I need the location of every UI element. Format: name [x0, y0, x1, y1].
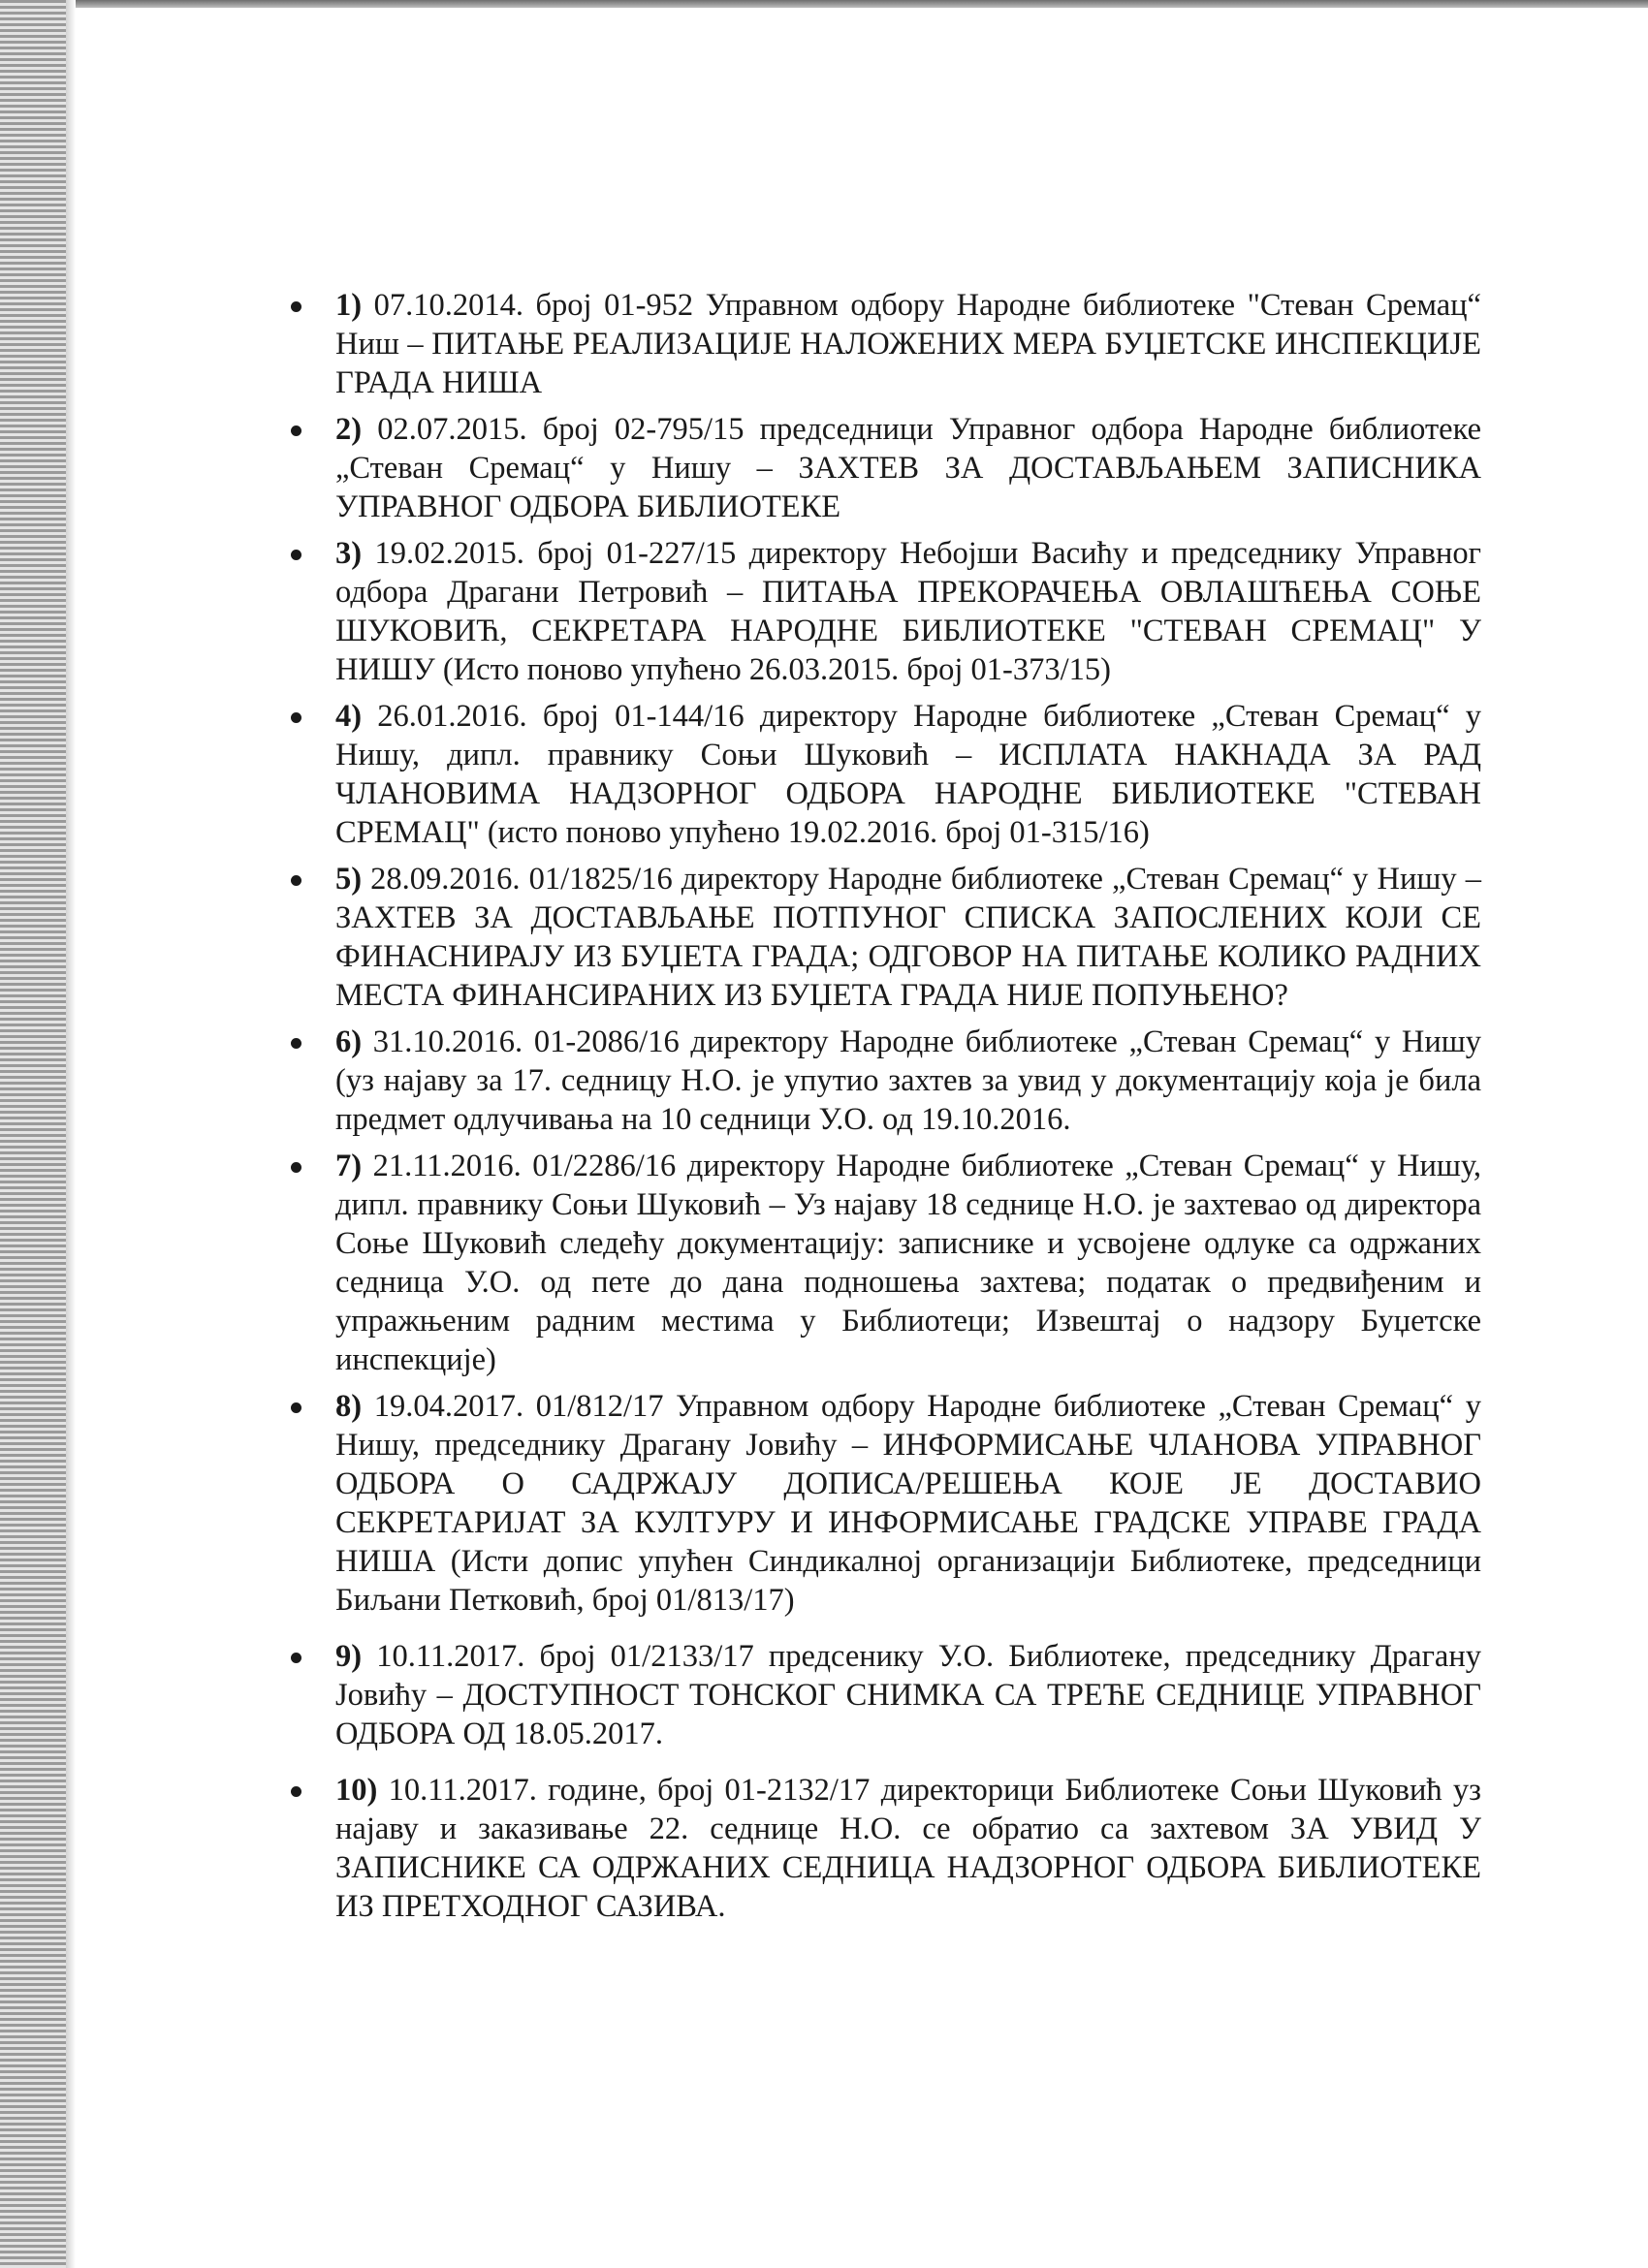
list-item [281, 860, 1481, 1015]
bullet-icon [291, 712, 301, 723]
item-text: 10.11.2017. број 01/2133/17 предсенику У.О. Библиотеке, председнику Драгану Јовићу – ДОСТУПНОСТ ТОНСКОГ СНИМКА СА ТРЕЋЕ СЕДНИЦЕ УПРАВНОГ ОДБОРА ОД 18.05.2017. [335, 1639, 1481, 1751]
item-text: 10.11.2017. године, број 01-2132/17 директорици Библиотеке Соњи Шуковић уз најаву и заказивање 22. седнице Н.О. се обратио са захтевом ЗА УВИД У ЗАПИСНИКЕ СА ОДРЖАНИХ СЕДНИЦА НАДЗОРНОГ ОДБОРА БИБЛИОТЕКЕ ИЗ ПРЕТХОДНОГ САЗИВА. [335, 1773, 1482, 1924]
item-text: 07.10.2014. број 01-952 Управном одбору Народне библиотеке "Стеван Сремац“ Ниш – ПИТАЊЕ РЕАЛИЗАЦИЈЕ НАЛОЖЕНИХ МЕРА БУЏЕТСКЕ ИНСПЕКЦИЈЕ ГРАДА НИША [335, 288, 1481, 400]
item-text: 19.04.2017. 01/812/17 Управном одбору Народне библиотеке „Стеван Сремац“ у Нишу, председнику Драгану Јовићу – ИНФОРМИСАЊЕ ЧЛАНОВА УПРАВНОГ ОДБОРА О САДРЖАЈУ ДОПИСА/РЕШЕЊА КОЈЕ ЈЕ ДОСТАВИО СЕКРЕТАРИЈАТ ЗА КУЛТУРУ И ИНФОРМИСАЊЕ ГРАДСКЕ УПРАВЕ ГРАДА НИША (Исти допис упућен Синдикалној организацији Библиотеке, председници Биљани Петковић, број 01/813/17) [335, 1389, 1481, 1618]
item-number: 7) [335, 1149, 363, 1183]
list-item [281, 1387, 1481, 1620]
scan-top-edge [0, 0, 1648, 8]
bullet-icon [291, 425, 301, 436]
scan-left-shade [66, 0, 76, 2268]
list-item [281, 286, 1481, 402]
item-number: 5) [335, 862, 363, 897]
list-item [281, 410, 1481, 526]
item-number: 4) [335, 699, 363, 734]
item-number: 6) [335, 1024, 363, 1059]
list-item [281, 534, 1481, 689]
list-item [281, 1147, 1481, 1379]
item-number: 10) [335, 1773, 378, 1808]
bullet-icon [291, 1653, 301, 1663]
list-item [281, 1023, 1481, 1139]
bullet-icon [291, 1402, 301, 1413]
item-number: 8) [335, 1389, 363, 1424]
item-text: 26.01.2016. број 01-144/16 директору Народне библиотеке „Стеван Сремац“ у Нишу, дипл. правнику Соњи Шуковић – ИСПЛАТА НАКНАДА ЗА РАД ЧЛАНОВИМА НАДЗОРНОГ ОДБОРА НАРОДНЕ БИБЛИОТЕКЕ "СТЕВАН СРЕМАЦ" (исто поново упућено 19.02.2016. број 01-315/16) [335, 699, 1481, 850]
bullet-icon [291, 550, 301, 560]
bullet-icon [291, 1786, 301, 1797]
item-number: 3) [335, 536, 363, 571]
document-body [281, 286, 1481, 1934]
item-text: 28.09.2016. 01/1825/16 директору Народне библиотеке „Стеван Сремац“ у Нишу –ЗАХТЕВ ЗА ДОСТАВЉАЊЕ ПОТПУНОГ СПИСКА ЗАПОСЛЕНИХ КОЈИ СЕ ФИНАСНИРАЈУ ИЗ БУЏЕТА ГРАДА; ОДГОВОР НА ПИТАЊЕ КОЛИКО РАДНИХ МЕСТА ФИНАНСИРАНИХ ИЗ БУЏЕТА ГРАДА НИЈЕ ПОПУЊЕНО? [335, 862, 1482, 1013]
item-number: 9) [335, 1639, 363, 1674]
item-text: 02.07.2015. број 02-795/15 председници Управног одбора Народне библиотеке „Стеван Сремац“ у Нишу – ЗАХТЕВ ЗА ДОСТАВЉАЊЕМ ЗАПИСНИКА УПРАВНОГ ОДБОРА БИБЛИОТЕКЕ [335, 412, 1481, 524]
bullet-icon [291, 1162, 301, 1173]
bullet-icon [291, 301, 301, 312]
list-item [281, 697, 1481, 852]
item-number: 2) [335, 412, 363, 447]
item-text: 19.02.2015. број 01-227/15 директору Небојши Васићу и председнику Управног одбора Драгани Петровић – ПИТАЊА ПРЕКОРАЧЕЊА ОВЛАШЋЕЊА СОЊЕ ШУКОВИЋ, СЕКРЕТАРА НАРОДНЕ БИБЛИОТЕКЕ "СТЕВАН СРЕМАЦ" У НИШУ (Исто поново упућено 26.03.2015. број 01-373/15) [335, 536, 1482, 687]
list-item [281, 1637, 1481, 1753]
correspondence-list [281, 286, 1481, 1926]
item-number: 1) [335, 288, 363, 323]
bullet-icon [291, 1038, 301, 1049]
bullet-icon [291, 875, 301, 886]
item-text: 31.10.2016. 01-2086/16 директору Народне библиотеке „Стеван Сремац“ у Нишу (уз најаву за 17. седницу Н.О. је упутио захтев за увид у документацију која је била предмет одлучивања на 10 седници У.О. од 19.10.2016. [335, 1024, 1481, 1137]
scan-left-edge [0, 0, 66, 2268]
list-item [281, 1771, 1481, 1926]
item-text: 21.11.2016. 01/2286/16 директору Народне библиотеке „Стеван Сремац“ у Нишу, дипл. правнику Соњи Шуковић – Уз најаву 18 седнице Н.О. је захтевао од директора Соње Шуковић следећу документацију: записнике и усвојене одлуке са одржаних седница У.О. од пете до дана подношења захтева; податак о предвиђеним и упражњеним радним местима у Библиотеци; Извештај о надзору Буџетске инспекције) [335, 1149, 1481, 1377]
